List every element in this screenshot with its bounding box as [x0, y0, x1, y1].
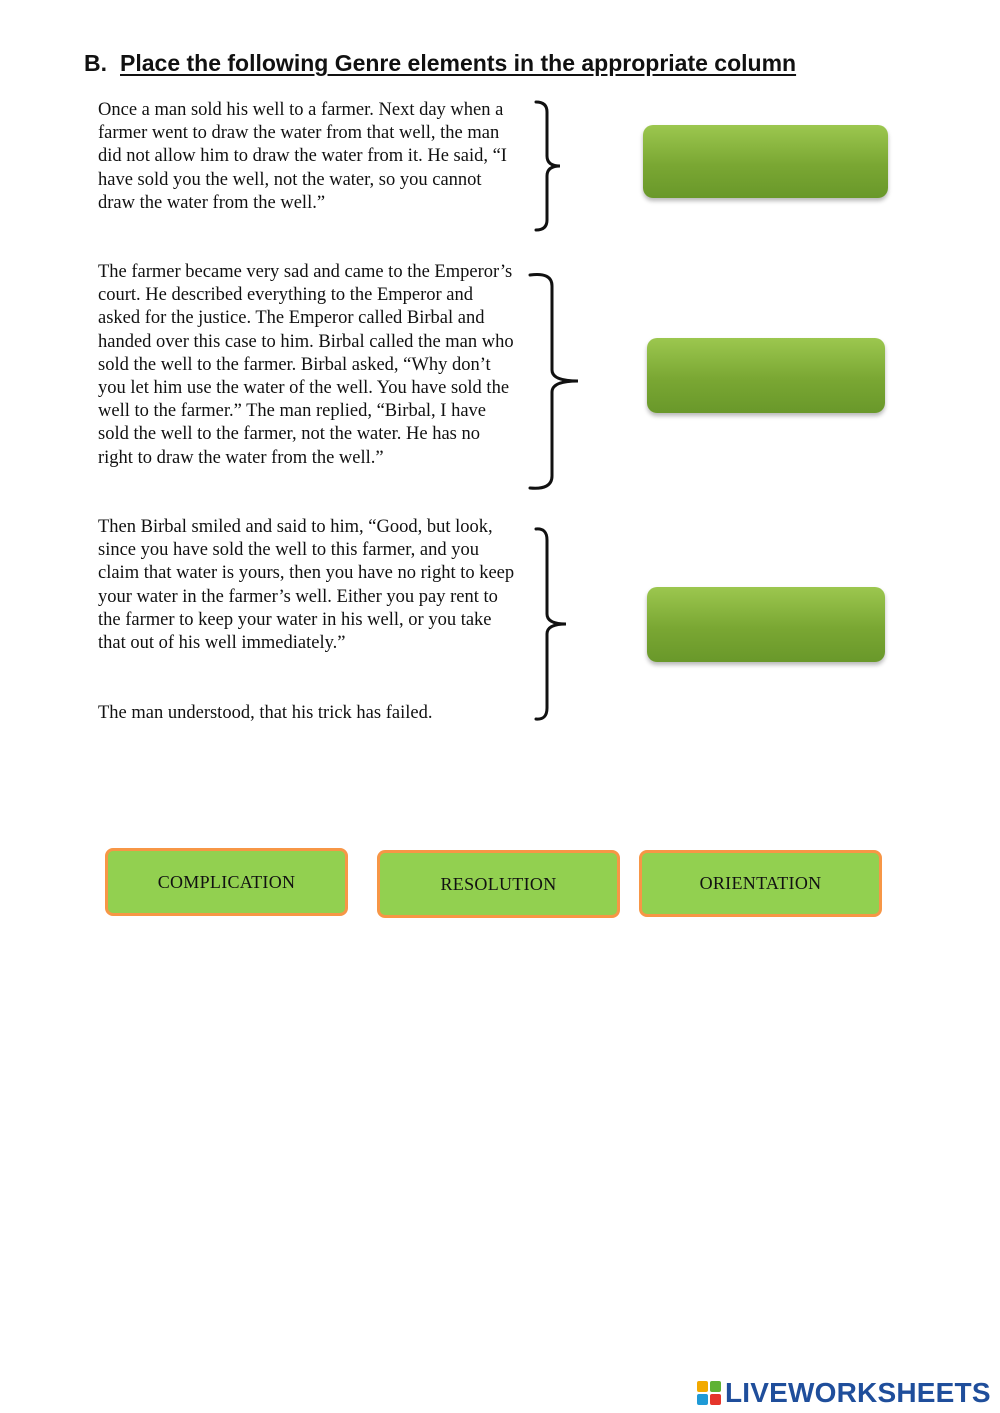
- section-heading: [84, 50, 796, 77]
- choice-complication[interactable]: COMPLICATION: [105, 848, 348, 916]
- answer-drop-zone-1[interactable]: [643, 125, 888, 198]
- instruction-text: Place the following Genre elements in the appropriate column: [120, 50, 797, 76]
- liveworksheets-brand: [697, 1376, 991, 1410]
- brace-3-icon: [530, 524, 572, 726]
- story-paragraph-4: The man understood, that his trick has failed.: [98, 703, 433, 723]
- story-paragraph-1: Once a man sold his well to a farmer. Next day when a farmer went to draw the water from that well, the man did not allow him to draw the water from it. He said, “I have sold you the well, not the water, so you cannot draw the water from the well.”: [98, 100, 507, 213]
- choice-resolution[interactable]: RESOLUTION: [377, 850, 620, 918]
- liveworksheets-logo-icon: [697, 1381, 721, 1405]
- answer-drop-zone-3[interactable]: [647, 587, 885, 662]
- choice-orientation[interactable]: ORIENTATION: [639, 850, 882, 917]
- answer-drop-zone-2[interactable]: [647, 338, 885, 413]
- section-letter: B.: [84, 50, 107, 76]
- brace-1-icon: [530, 98, 566, 234]
- brace-2-icon: [524, 270, 584, 494]
- story-paragraph-3: Then Birbal smiled and said to him, “Good, but look, since you have sold the well to this farmer, and you claim that water is yours, then you have no right to keep your water in the farmer’s well. Either you pay rent to the farmer to keep your water in his well, or you take that out of his well immediately.”: [98, 517, 515, 654]
- brand-name: LIVEWORKSHEETS: [725, 1377, 991, 1408]
- story-paragraph-2: The farmer became very sad and came to the Emperor’s court. He described everything to the Emperor and asked for the justice. The Emperor called Birbal and handed over this case to him. Birbal called the man who sold the well to the farmer. Birbal asked, “Why don’t you let him use the water of the well. You have sold the well to the farmer.” The man replied, “Birbal, I have sold the well to the farmer, not the water. He has no right to draw the water from the well.”: [98, 262, 514, 468]
